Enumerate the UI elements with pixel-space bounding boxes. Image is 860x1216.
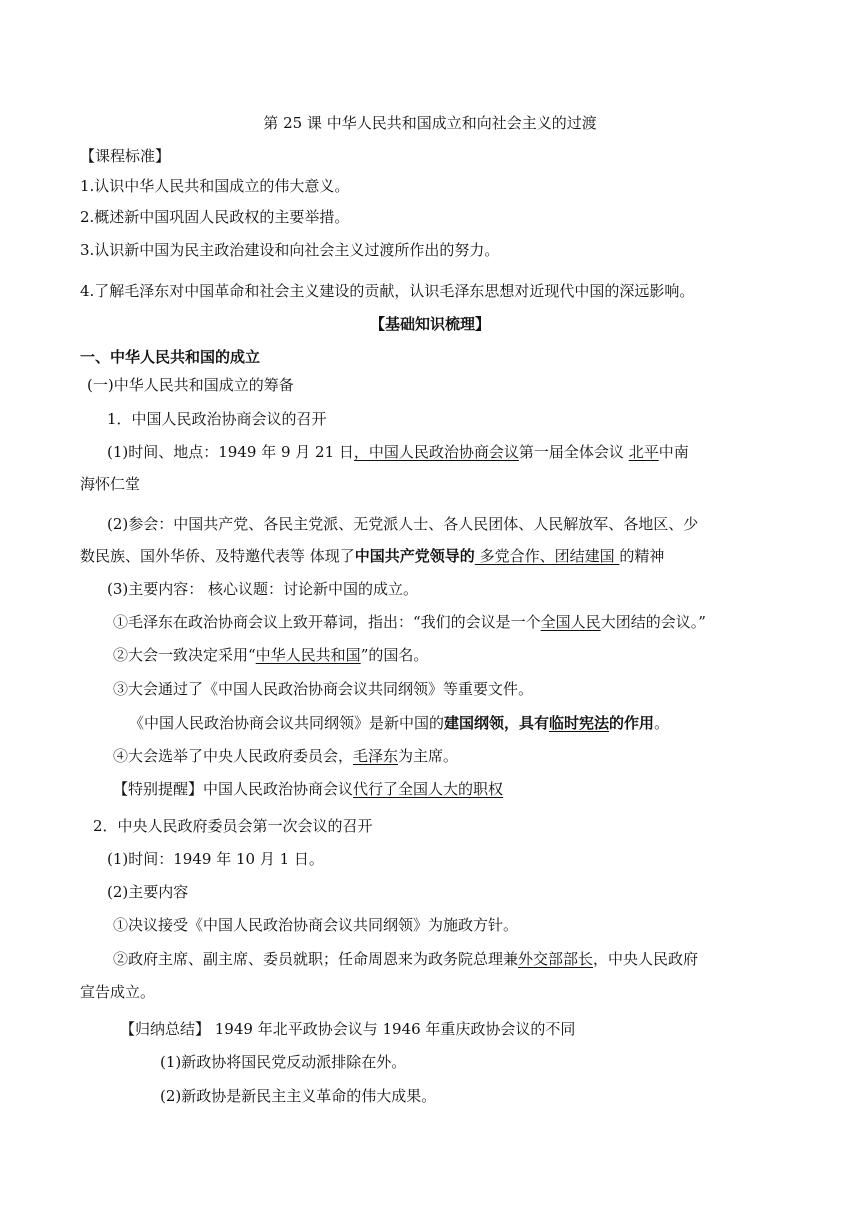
standard-item: 1.认识中华人民共和国成立的伟大意义。 (80, 177, 350, 195)
content-heading: (3)主要内容： 核心议题：讨论新中国的成立。 (107, 580, 419, 598)
content-item: ③大会通过了《中国人民政治协商会议共同纲领》等重要文件。 (113, 680, 534, 698)
point-heading: 2．中央人民政府委员会第一次会议的召开 (93, 817, 373, 835)
special-note: 【特别提醒】中国人民政治协商会议代行了全国人大的职权 (113, 780, 504, 798)
standard-heading: 【课程标准】 (80, 147, 171, 165)
standard-item: 3.认识新中国为民主政治建设和向社会主义过渡所作出的努力。 (80, 241, 500, 259)
content-item-cont: 宣告成立。 (80, 983, 156, 1001)
page-title: 第 25 课 中华人民共和国成立和向社会主义的过渡 (263, 114, 597, 132)
content-heading: (2)主要内容 (107, 883, 189, 901)
subsection-heading: (一)中华人民共和国成立的筹备 (87, 376, 294, 394)
summary-item: (1)新政协将国民党反动派排除在外。 (160, 1053, 407, 1071)
summary-heading: 【归纳总结】 1949 年北平政协会议与 1946 年重庆政协会议的不同 (120, 1020, 576, 1038)
paragraph-time: (1)时间、地点：1949 年 9 月 21 日，中国人民政治协商会议第一届全体会议 北平中南 (107, 443, 689, 461)
standard-item: 2.概述新中国巩固人民政权的主要举措。 (80, 208, 350, 226)
summary-item: (2)新政协是新民主主义革命的伟大成果。 (160, 1087, 437, 1105)
paragraph-attendees-cont: 数民族、国外华侨、及特邀代表等 体现了中国共产党领导的 多党合作、团结建国 的精神 (80, 547, 665, 565)
content-item: ②大会一致决定采用“中华人民共和国”的国名。 (113, 646, 429, 664)
content-note: 《中国人民政治协商会议共同纲领》是新中国的建国纲领，具有临时宪法的作用。 (129, 714, 670, 732)
paragraph-attendees: (2)参会：中国共产党、各民主党派、无党派人士、各人民团体、人民解放军、各地区、少 (107, 515, 699, 533)
content-item: ①毛泽东在政治协商会议上致开幕词，指出：“我们的会议是一个全国人民大团结的会议。” (113, 613, 706, 631)
content-item: ④大会选举了中央人民政府委员会，毛泽东为主席。 (113, 747, 459, 765)
paragraph-time: (1)时间：1949 年 10 月 1 日。 (107, 850, 324, 868)
content-item: ②政府主席、副主席、委员就职；任命周恩来为政务院总理兼外交部部长，中央人民政府 (113, 950, 699, 968)
paragraph-time-cont: 海怀仁堂 (80, 475, 141, 493)
content-item: ①决议接受《中国人民政治协商会议共同纲领》为施政方针。 (113, 916, 519, 934)
standard-item: 4.了解毛泽东对中国革命和社会主义建设的贡献，认识毛泽东思想对近现代中国的深远影响。 (80, 282, 695, 300)
section-heading: 一、中华人民共和国的成立 (80, 348, 261, 366)
basics-heading: 【基础知识梳理】 (369, 315, 490, 333)
point-heading: 1．中国人民政治协商会议的召开 (107, 410, 327, 428)
